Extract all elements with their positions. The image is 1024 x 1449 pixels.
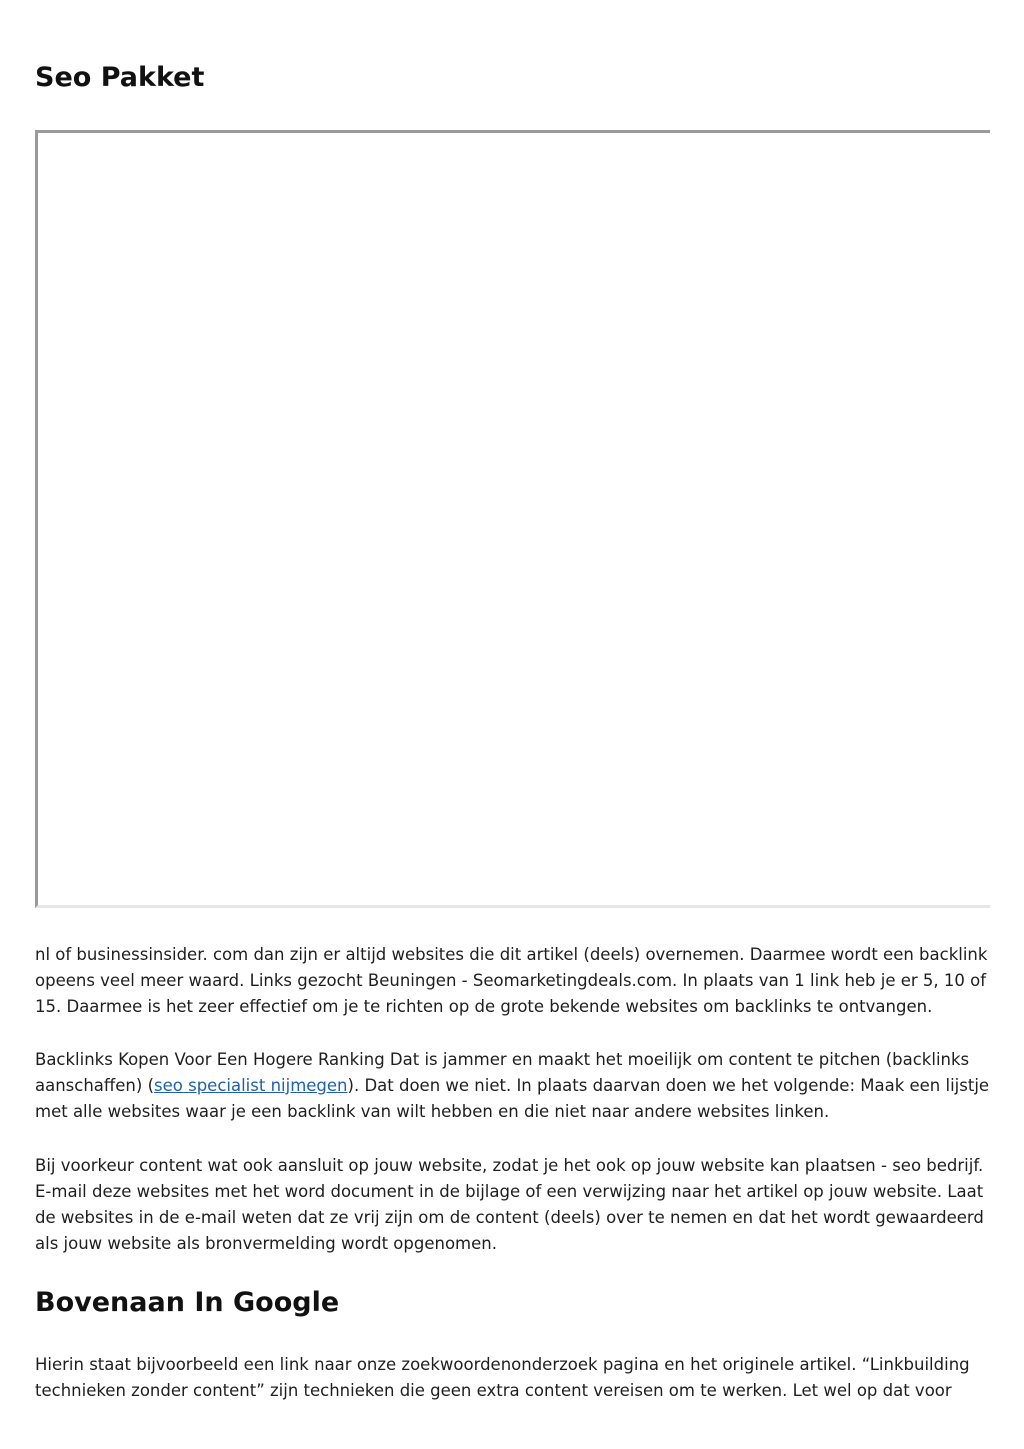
page-title: Seo Pakket — [35, 62, 205, 93]
seo-specialist-link[interactable]: seo specialist nijmegen — [154, 1076, 348, 1095]
paragraph-1: nl of businessinsider. com dan zijn er altijd websites die dit artikel (deels) overnemen. Daarmee wordt een backlink opeens veel meer waard. Links gezocht Beuningen - Seomarketingdeals.com. In plaats van 1 link heb je er 5, 10 of 15. Daarmee is het zeer effectief om je te richten op de grote bekende websites om backlinks te ontvangen. — [35, 945, 988, 1016]
paragraph-4: Hierin staat bijvoorbeeld een link naar onze zoekwoordenonderzoek pagina en het originele artikel. “Linkbuilding technieken zonder content” zijn technieken die geen extra content vereisen om te werken. Let wel op dat voor — [35, 1355, 970, 1400]
section-heading: Bovenaan In Google — [35, 1287, 340, 1318]
paragraph-2 — [35, 1047, 990, 1125]
embedded-frame — [35, 130, 990, 908]
paragraph-2-text-after: ). Dat doen we niet. In plaats daarvan doen we het volgende: Maak een lijstje met alle websites waar je een backlink van wilt hebben en die niet naar andere websites linken. — [35, 1076, 990, 1121]
paragraph-3: Bij voorkeur content wat ook aansluit op jouw website, zodat je het ook op jouw website kan plaatsen - seo bedrijf. E-mail deze websites met het word document in de bijlage of een verwijzing naar het artikel op jouw website. Laat de websites in de e-mail weten dat ze vrij zijn om de content (deels) over te nemen en dat het wordt gewaardeerd als jouw website als bronvermelding wordt opgenomen. — [35, 1156, 984, 1253]
paragraph-2-text-before: Backlinks Kopen Voor Een Hogere Ranking Dat is jammer en maakt het moeilijk om content te pitchen (backlinks aanschaffen) ( — [35, 1050, 970, 1095]
